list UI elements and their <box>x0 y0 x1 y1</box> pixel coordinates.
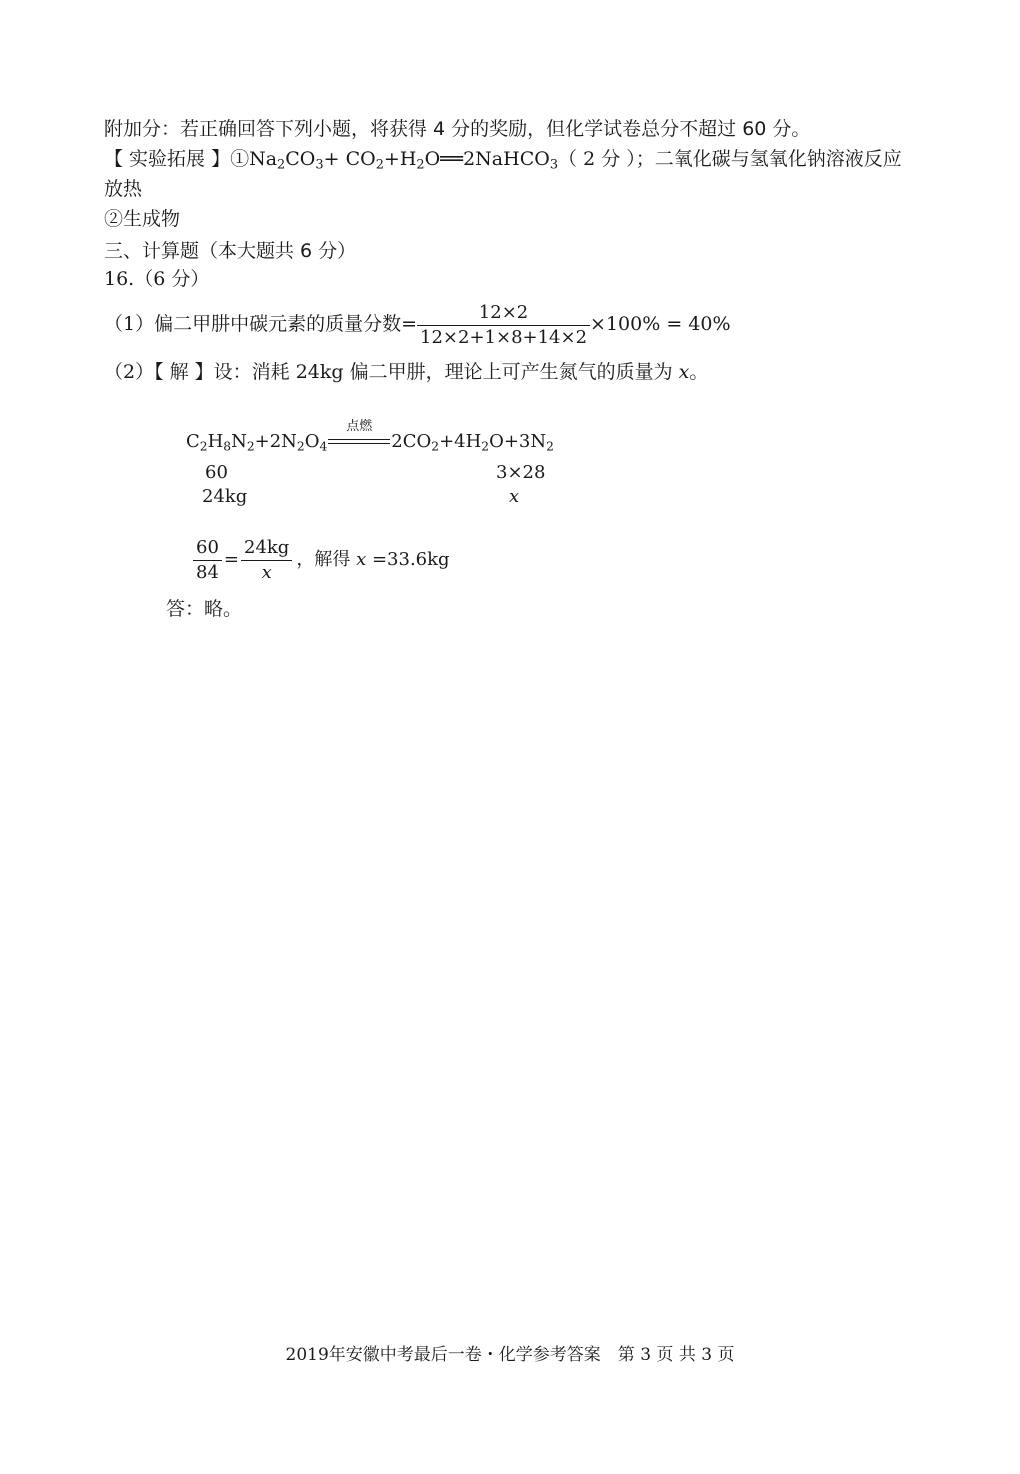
reaction-co2: + CO <box>323 148 376 170</box>
proportion-left <box>193 536 222 585</box>
solve-var: x <box>356 549 367 570</box>
experiment-extension-line: 【 实验拓展 】$①Na_2CO_3+$ $CO_2+H_2O══2NaHCO_3$（ 2 分 ）；二氧化碳与氢氧化钠溶液反应 <box>104 148 902 173</box>
reaction-arrow <box>328 419 390 446</box>
part1-line <box>104 298 731 350</box>
proportion-right-num: 24kg <box>241 536 292 561</box>
proportion-right-den: x <box>261 561 272 583</box>
experiment-continuation: 放热 <box>104 178 143 200</box>
solve-prefix: ，解得 <box>296 549 351 570</box>
part1-label: （1）偏二甲肼中碳元素的质量分数= <box>104 313 418 335</box>
fraction-numerator: 12×2 <box>417 301 590 326</box>
reaction-condition: 点燃 <box>346 419 373 434</box>
solve-value: =33.6kg <box>371 549 450 570</box>
proportion-left-den: 84 <box>196 561 219 583</box>
experiment-tag: 【 实验拓展 】 <box>104 148 231 170</box>
equation-lhs: $C_2H_8N_2+2N_2O_4$ <box>186 431 328 454</box>
part2-intro: （2）【 解 】设：消耗 24kg 偏二甲肼，理论上可产生氮气的质量为 <box>104 361 673 383</box>
final-answer: 答：略。 <box>166 598 243 620</box>
unknown-mass: x <box>509 486 520 507</box>
part2-line <box>104 358 708 386</box>
part2-period: 。 <box>689 361 709 383</box>
mass-fraction <box>417 301 590 350</box>
bonus-line: 附加分：若正确回答下列小题，将获得 4 分的奖励，但化学试卷总分不超过 60 分。 <box>104 118 811 140</box>
equation-rhs: $2CO_2+4H_2O+3N_2$ <box>391 431 554 454</box>
molar-mass-reactant: 60 <box>205 462 228 483</box>
fraction-denominator: 12×2+1×8+14×2 <box>420 326 588 348</box>
experiment-item2: ②生成物 <box>104 208 181 230</box>
proportion-right <box>241 536 292 585</box>
proportion-line <box>193 534 450 586</box>
reaction-h2o: +H <box>383 148 417 170</box>
reaction-na: ①Na <box>230 148 278 170</box>
question-16: 16.（6 分） <box>104 268 210 290</box>
given-mass: 24kg <box>202 486 248 507</box>
part1-result: ×100% = 40% <box>590 313 731 335</box>
chemical-equation <box>186 419 554 454</box>
page-footer: 2019年安徽中考最后一卷・化学参考答案 第 3 页 共 3 页 <box>285 1345 735 1365</box>
part2-var: x <box>678 361 690 383</box>
experiment-score: （ 2 分 ）；二氧化碳与氢氧化钠溶液反应 <box>558 148 902 170</box>
reaction-product: O══2NaHCO <box>424 148 550 170</box>
section3-title: 三、计算题（本大题共 6 分） <box>104 240 357 262</box>
proportion-left-num: 60 <box>193 536 222 561</box>
reaction-co3: CO <box>285 148 316 170</box>
proportion-eq: = <box>223 549 239 570</box>
molar-mass-product: 3×28 <box>496 462 546 483</box>
